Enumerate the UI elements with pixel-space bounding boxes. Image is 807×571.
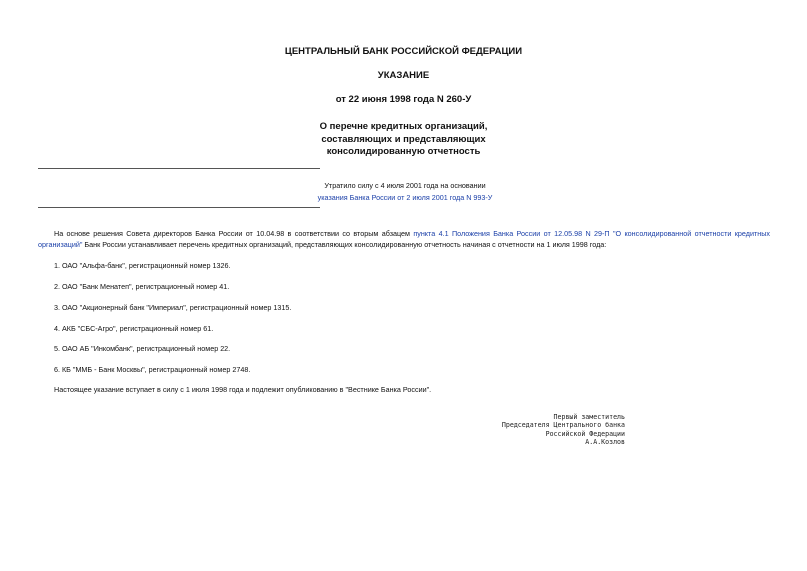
- signature-line: Председателя Центрального банка: [501, 421, 625, 430]
- document-title: [0, 121, 807, 159]
- regulation-link[interactable]: пункта 4.1 Положения Банка России от 12.05.98 N 29-П "О консолидированной отчетности кредитных организаций": [38, 229, 771, 249]
- closing-paragraph: Настоящее указание вступает в силу с 1 июля 1998 года и подлежит опубликованию в "Вестнике Банка России".: [54, 385, 432, 394]
- intro-paragraph: [38, 228, 770, 250]
- list-item: 6. КБ "ММБ - Банк Москвы", регистрационный номер 2748.: [54, 365, 251, 374]
- list-item: 5. ОАО АБ "Инкомбанк", регистрационный номер 22.: [54, 344, 231, 353]
- document-type: УКАЗАНИЕ: [377, 70, 430, 81]
- issuer-title: ЦЕНТРАЛЬНЫЙ БАНК РОССИЙСКОЙ ФЕДЕРАЦИИ: [284, 46, 523, 57]
- signature-line: Первый заместитель: [553, 413, 625, 421]
- title-line: составляющих и представляющих: [321, 133, 486, 145]
- status-note: Утратило силу с 4 июля 2001 года на основании: [324, 181, 486, 190]
- intro-text-end: Банк России устанавливает перечень кредитных организаций, представляющих консолидированную отчетность начиная с отчетности на 1 июля 1998 года:: [82, 240, 607, 249]
- signature-block: [405, 413, 625, 447]
- title-line: консолидированную отчетность: [326, 146, 481, 157]
- divider-bottom: [38, 207, 320, 208]
- list-item: 4. АКБ "СБС-Агро", регистрационный номер 61.: [54, 324, 214, 333]
- title-line: О перечне кредитных организаций,: [319, 121, 488, 132]
- divider-top: [38, 168, 320, 169]
- intro-text-start: На основе решения Совета директоров Банка России от 10.04.98 в соответствии со вторым абзацем: [54, 229, 414, 238]
- signature-line: Российской Федерации: [545, 429, 625, 438]
- list-item: 2. ОАО "Банк Менатеп", регистрационный номер 41.: [54, 282, 230, 291]
- status-link-wrap: [280, 191, 530, 204]
- document-date: от 22 июня 1998 года N 260-У: [335, 94, 472, 105]
- list-item: 3. ОАО "Акционерный банк "Империал", регистрационный номер 1315.: [54, 303, 292, 312]
- list-item: 1. ОАО "Альфа-банк", регистрационный номер 1326.: [54, 261, 231, 270]
- status-link[interactable]: указания Банка России от 2 июля 2001 года N 993-У: [317, 193, 493, 202]
- signature-name: А.А.Козлов: [585, 438, 625, 447]
